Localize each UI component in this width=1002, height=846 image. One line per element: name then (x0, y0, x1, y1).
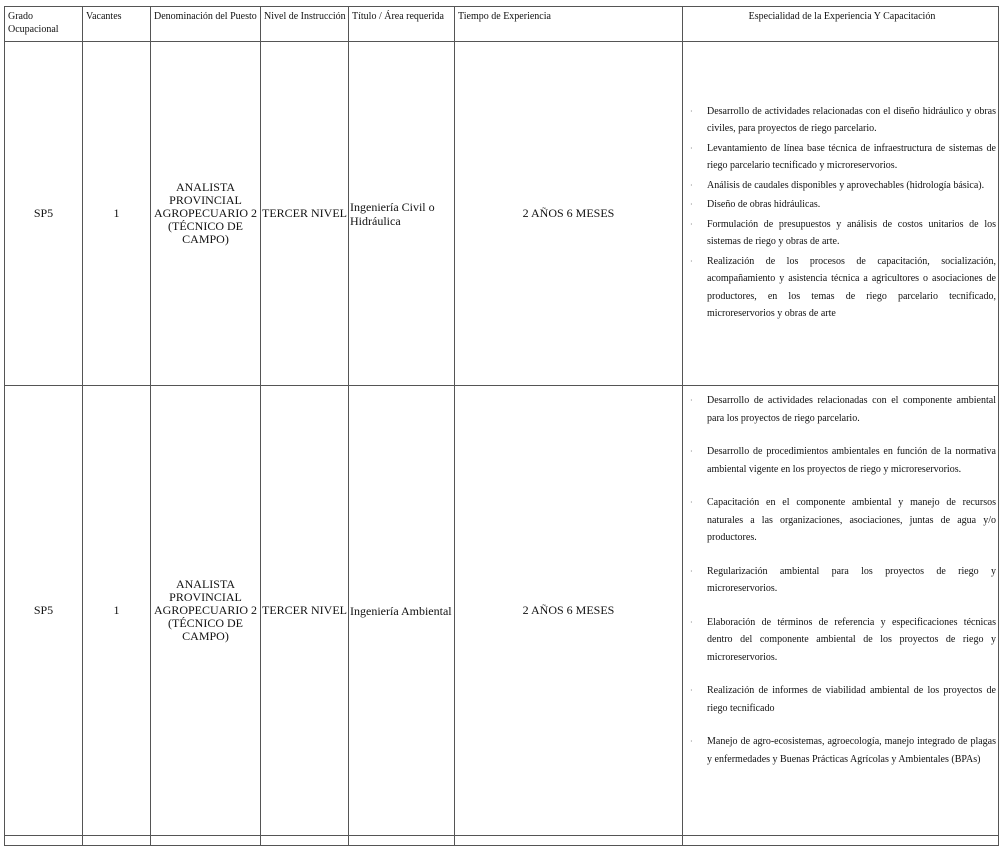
list-item (690, 733, 996, 768)
list-item-text: Capacitación en el componente ambiental y manejo de recursos naturales a las organizaciones, asociaciones, juntas de agua y/o productores. (707, 497, 996, 543)
header-title: Título / Área requerida (349, 7, 455, 42)
header-post: Denominación del Puesto (151, 7, 261, 42)
list-item (690, 682, 996, 717)
header-vacancies: Vacantes (83, 7, 151, 42)
cell-vacancies: 1 (83, 42, 151, 386)
list-item-text: Regularización ambiental para los proyectos de riego y microreservorios. (707, 565, 996, 594)
list-item (690, 216, 996, 251)
bullet-icon: · (690, 617, 693, 627)
post-line: (TÉCNICO DE CAMPO) (168, 616, 243, 643)
list-item (690, 392, 996, 427)
bullet-icon: · (690, 686, 693, 695)
bullet-icon: · (690, 143, 693, 153)
cell-experience: 2 AÑOS 6 MESES (455, 386, 683, 836)
cell-specialty (683, 386, 999, 836)
list-item-text: Realización de los procesos de capacitación, socialización, acompañamiento y asistencia técnica a agricultores o asociaciones de productores, en los temas de riego parcelario tecnificado, microreservorios y obras de arte (707, 255, 996, 319)
header-experience: Tiempo de Experiencia (455, 7, 683, 42)
bullet-icon: · (690, 498, 693, 507)
list-item-text: Desarrollo de actividades relacionadas con el componente ambiental para los proyectos de riego parcelario. (707, 395, 996, 424)
list-item-text: Elaboración de términos de referencia y especificaciones técnicas dentro del componente ambiental de los proyectos de riego y microreservorios. (707, 616, 996, 663)
list-item (690, 253, 996, 323)
bullet-icon: · (690, 256, 693, 266)
cell-experience: 2 AÑOS 6 MESES (455, 42, 683, 386)
header-row (5, 7, 999, 42)
list-item-text: Análisis de caudales disponibles y aprovechables (hidrología básica). (707, 179, 985, 191)
list-item-text: Desarrollo de procedimientos ambientales en función de la normativa ambiental vigente en los proyectos de riego y microreservorios. (707, 446, 996, 475)
bullet-icon: · (690, 219, 693, 229)
cell-post (151, 386, 261, 836)
list-item (690, 196, 996, 214)
list-item (690, 140, 996, 175)
bullet-icon: · (690, 566, 693, 576)
cell-specialty (683, 42, 999, 386)
bullet-icon: · (690, 447, 693, 456)
list-item-text: Desarrollo de actividades relacionadas con el diseño hidráulico y obras civiles, para proyectos de riego parcelario. (707, 105, 996, 134)
cell-title: Ingeniería Ambiental (349, 386, 455, 836)
post-line: (TÉCNICO DE CAMPO) (168, 219, 243, 246)
list-item-text: Diseño de obras hidráulicas. (707, 199, 821, 210)
cell-grade: SP5 (5, 386, 83, 836)
bullet-icon: · (690, 200, 693, 209)
post-line: AGROPECUARIO 2 (153, 206, 257, 220)
list-item-text: Formulación de presupuestos y análisis de costos unitarios de los sistemas de riego y obras de arte. (707, 218, 996, 247)
bullet-icon: · (690, 180, 693, 190)
cell-level: TERCER NIVEL (261, 386, 349, 836)
list-item (690, 443, 996, 478)
cell-vacancies: 1 (83, 386, 151, 836)
list-item-text: Realización de informes de viabilidad ambiental de los proyectos de riego tecnificado (707, 685, 996, 714)
bullet-icon: · (690, 396, 693, 405)
list-item (690, 563, 996, 598)
vacancies-table (4, 6, 999, 846)
list-item-text: Manejo de agro-ecosistemas, agroecología, manejo integrado de plagas y enfermedades y Buenas Prácticas Agrícolas y Ambientales (BPAs) (707, 736, 996, 765)
post-line: ANALISTA PROVINCIAL (169, 180, 242, 207)
header-specialty: Especialidad de la Experiencia Y Capacitación (683, 7, 999, 42)
post-line: ANALISTA PROVINCIAL (169, 577, 242, 604)
list-item (690, 177, 996, 195)
header-grade: Grado Ocupacional (5, 7, 83, 42)
bullet-icon: · (690, 737, 693, 746)
cell-title: Ingeniería Civil o Hidráulica (349, 42, 455, 386)
cell-level: TERCER NIVEL (261, 42, 349, 386)
bullet-icon: · (690, 106, 693, 116)
list-item (690, 494, 996, 547)
table-row (5, 42, 999, 386)
cell-grade: SP5 (5, 42, 83, 386)
list-item (690, 614, 996, 667)
list-item-text: Levantamiento de línea base técnica de infraestructura de sistemas de riego parcelario tecnificado y microreservorios. (707, 142, 996, 171)
post-line: AGROPECUARIO 2 (153, 603, 257, 617)
table-row (5, 386, 999, 836)
list-item (690, 103, 996, 138)
header-level: Nivel de Instrucción (261, 7, 349, 42)
table-row (5, 836, 999, 846)
cell-post (151, 42, 261, 386)
